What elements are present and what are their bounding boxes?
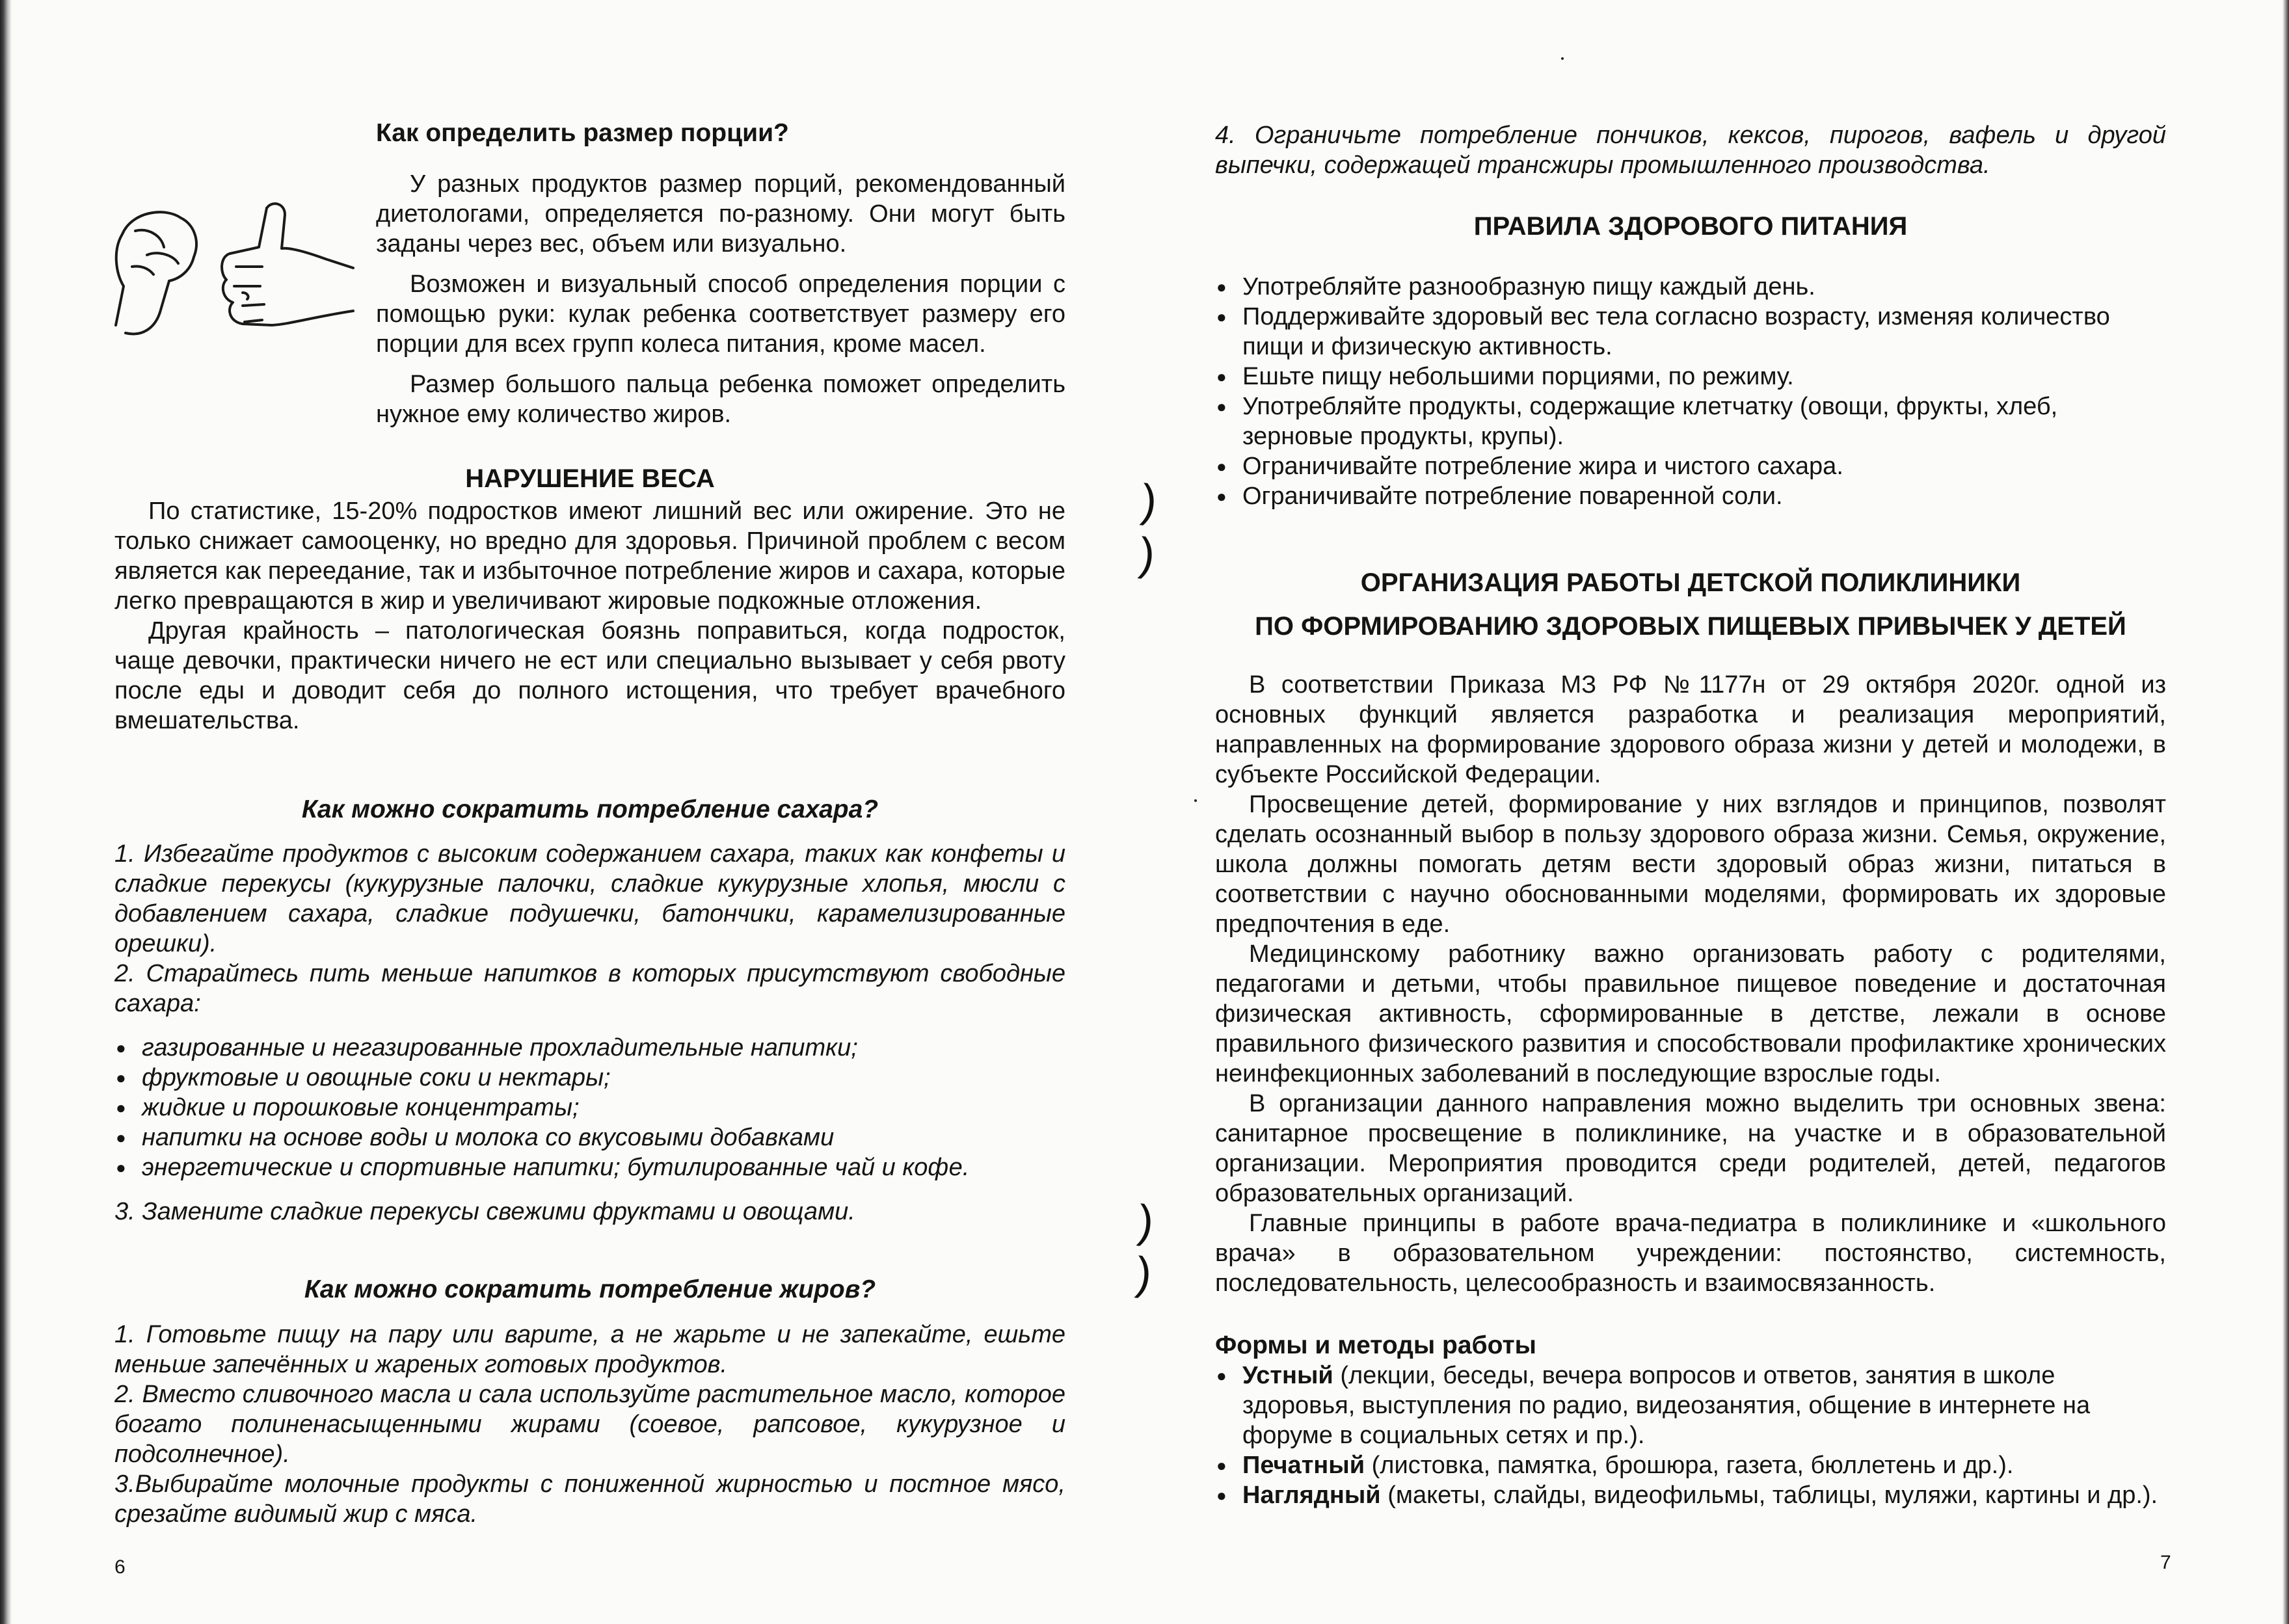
- gutter-mark: ): [1136, 527, 1158, 581]
- portion-paragraph-1: У разных продуктов размер порций, рекомендованный диетологами, определяется по-разному. Они могут быть заданы через вес, объем или визуально.: [376, 170, 1065, 258]
- fat-item-3: 3.Выбирайте молочные продукты с пониженной жирностью и постное мясо, срезайте видимый жир с мяса.: [114, 1471, 1065, 1528]
- weight-text: [114, 496, 1065, 736]
- sugar-heading: Как можно сократить потребление сахара?: [301, 795, 879, 823]
- form-term: Наглядный: [1242, 1482, 1381, 1509]
- sugar-bullet: ● энергетические и спортивные напитки; бутилированные чай и кофе.: [114, 1152, 1065, 1182]
- sugar-bullet: ● напитки на основе воды и молока со вкусовыми добавками: [114, 1123, 1065, 1152]
- form-desc: (макеты, слайды, видеофильмы, таблицы, муляжи, картины и др.).: [1380, 1482, 2158, 1509]
- form-term: Устный: [1242, 1362, 1333, 1389]
- rules-bullets: [1215, 272, 2166, 511]
- form-desc: (лекции, беседы, вечера вопросов и ответов, занятия в школе здоровья, выступления по радио, видеозанятия, общение в интернете на форуме в социальных сетях и пр.).: [1242, 1362, 2091, 1449]
- form-item: [1215, 1361, 2166, 1450]
- portion-text: [376, 169, 1065, 429]
- rule-item: ● Поддерживайте здоровый вес тела согласно возрасту, изменяя количество пищи и физическую активность.: [1215, 302, 2166, 362]
- weight-paragraph-2: Другая крайность – патологическая боязнь поправиться, когда подросток, чаще девочки, практически ничего не ест или специально вызывает у себя рвоту после еды и доводит себя до полного истощения, что требует врачебного вмешательства.: [114, 617, 1065, 734]
- sugar-item-2: 2. Старайтесь пить меньше напитков в которых присутствуют свободные сахара:: [114, 960, 1065, 1017]
- sugar-item-1: 1. Избегайте продуктов с высоким содержанием сахара, таких как конфеты и сладкие перекусы (кукурузные палочки, сладкие кукурузные хлопья, мюсли с добавлением сахара, сладкие подушечки, батончики, карамелизированные орешки).: [114, 840, 1065, 957]
- rules-heading: ПРАВИЛА ЗДОРОВОГО ПИТАНИЯ: [1473, 212, 1908, 241]
- org-text: [1215, 670, 2166, 1298]
- fat-item-4-text: 4. Ограничьте потребление пончиков, кексов, пирогов, вафель и другой выпечки, содержащей трансжиры промышленного производства.: [1215, 122, 2166, 179]
- forms-list: [1215, 1361, 2166, 1510]
- fat-item-4: [1215, 120, 2166, 180]
- org-paragraph-4: В организации данного направления можно выделить три основных звена: санитарное просвещение в поликлинике, на участке и в образовательной организации. Мероприятия проводится среди родителей, детей, педагогов образовательных организаций.: [1215, 1090, 2166, 1207]
- form-item: [1215, 1450, 2166, 1480]
- org-paragraph-2: Просвещение детей, формирование у них взглядов и принципов, позволят сделать осознанный выбор в пользу здорового образа жизни. Семья, окружение, школа должны помогать детям вести здоровый образ жизни, питаться в соответствии с научно обоснованными моделями, формировать их здоровые предпочтения в еде.: [1215, 791, 2166, 938]
- weight-paragraph-1: По статистике, 15-20% подростков имеют лишний вес или ожирение. Это не только снижает самооценку, но вредно для здоровья. Причиной проблем с весом является как переедание, так и избыточное потребление жиров и сахара, которые легко превращаются в жир и увеличивают жировые подкожные отложения.: [114, 498, 1065, 615]
- rule-item: ● Употребляйте продукты, содержащие клетчатку (овощи, фрукты, хлеб, зерновые продукты, крупы).: [1215, 392, 2166, 451]
- portion-heading: Как определить размер порции?: [376, 119, 789, 147]
- rule-item: ● Ограничивайте потребление жира и чистого сахара.: [1215, 451, 2166, 481]
- page-number: 6: [114, 1556, 126, 1578]
- rules-list: [1215, 272, 2166, 511]
- sugar-bullet: ● газированные и негазированные прохладительные напитки;: [114, 1033, 1065, 1063]
- org-heading-line-2: ПО ФОРМИРОВАНИЮ ЗДОРОВЫХ ПИЩЕВЫХ ПРИВЫЧЕК У ДЕТЕЙ: [1255, 612, 2126, 641]
- portion-paragraph-3: Размер большого пальца ребенка поможет определить нужное ему количество жиров.: [376, 371, 1065, 428]
- hand-illustration: [96, 195, 356, 338]
- org-paragraph-5: Главные принципы в работе врача-педиатра в поликлинике и «школьного врача» в образовательном учреждении: постоянство, системность, последовательность, целесообразность и взаимосвязанность.: [1215, 1210, 2166, 1297]
- page-right: [1145, 0, 2289, 1624]
- gutter-mark: ): [1138, 474, 1160, 527]
- fat-heading: Как можно сократить потребление жиров?: [304, 1275, 876, 1303]
- page-number: 7: [2160, 1552, 2171, 1573]
- gutter-mark: ): [1133, 1247, 1155, 1300]
- portion-paragraph-2: Возможен и визуальный способ определения порции с помощью руки: кулак ребенка соответствует размеру его порции для всех групп колеса питания, кроме масел.: [376, 271, 1065, 358]
- forms-bullets: [1215, 1361, 2166, 1510]
- org-heading-line-1: ОРГАНИЗАЦИЯ РАБОТЫ ДЕТСКОЙ ПОЛИКЛИНИКИ: [1360, 568, 2021, 597]
- fat-item-1: 1. Готовьте пищу на пару или варите, а не жарьте и не запекайте, ешьте меньше запечённых и жареных готовых продуктов.: [114, 1321, 1065, 1378]
- sugar-bullet: ● жидкие и порошковые концентраты;: [114, 1093, 1065, 1123]
- form-item: [1215, 1480, 2166, 1510]
- form-term: Печатный: [1242, 1452, 1365, 1479]
- weight-heading: НАРУШЕНИЕ ВЕСА: [465, 464, 715, 493]
- sugar-bullets: [114, 1033, 1065, 1182]
- gutter-mark: ): [1135, 1195, 1157, 1248]
- org-paragraph-3: Медицинскому работнику важно организовать работу с родителями, педагогами и детьми, чтобы правильное пищевое поведение и достаточная физическая активность, сформированные в детстве, лежали в основе правильного физического развития и способствовали профилактике хронических неинфекционных заболеваний в последующие взрослые годы.: [1215, 940, 2166, 1087]
- sugar-bullet: ● фруктовые и овощные соки и нектары;: [114, 1063, 1065, 1093]
- org-paragraph-1: В соответствии Приказа МЗ РФ №1177н от 29 октября 2020г. одной из основных функций является разработка и реализация мероприятий, направленных на формирование здорового образа жизни у детей и молодежи, в субъекте Российской Федерации.: [1215, 671, 2166, 788]
- rule-item: ● Ешьте пищу небольшими порциями, по режиму.: [1215, 362, 2166, 392]
- rule-item: ● Употребляйте разнообразную пищу каждый день.: [1215, 272, 2166, 302]
- sugar-item-3: 3. Замените сладкие перекусы свежими фруктами и овощами.: [114, 1198, 855, 1225]
- sugar-list: [114, 839, 1065, 1227]
- form-desc: (листовка, памятка, брошюра, газета, бюллетень и др.).: [1365, 1452, 2014, 1479]
- forms-heading: Формы и методы работы: [1215, 1331, 1536, 1359]
- fat-list: [114, 1320, 1065, 1529]
- rule-item: ● Ограничивайте потребление поваренной соли.: [1215, 481, 2166, 511]
- fat-item-2: 2. Вместо сливочного масла и сала используйте растительное масло, которое богато полиненасыщенными жирами (соевое, рапсовое, кукурузное и подсолнечное).: [114, 1381, 1065, 1468]
